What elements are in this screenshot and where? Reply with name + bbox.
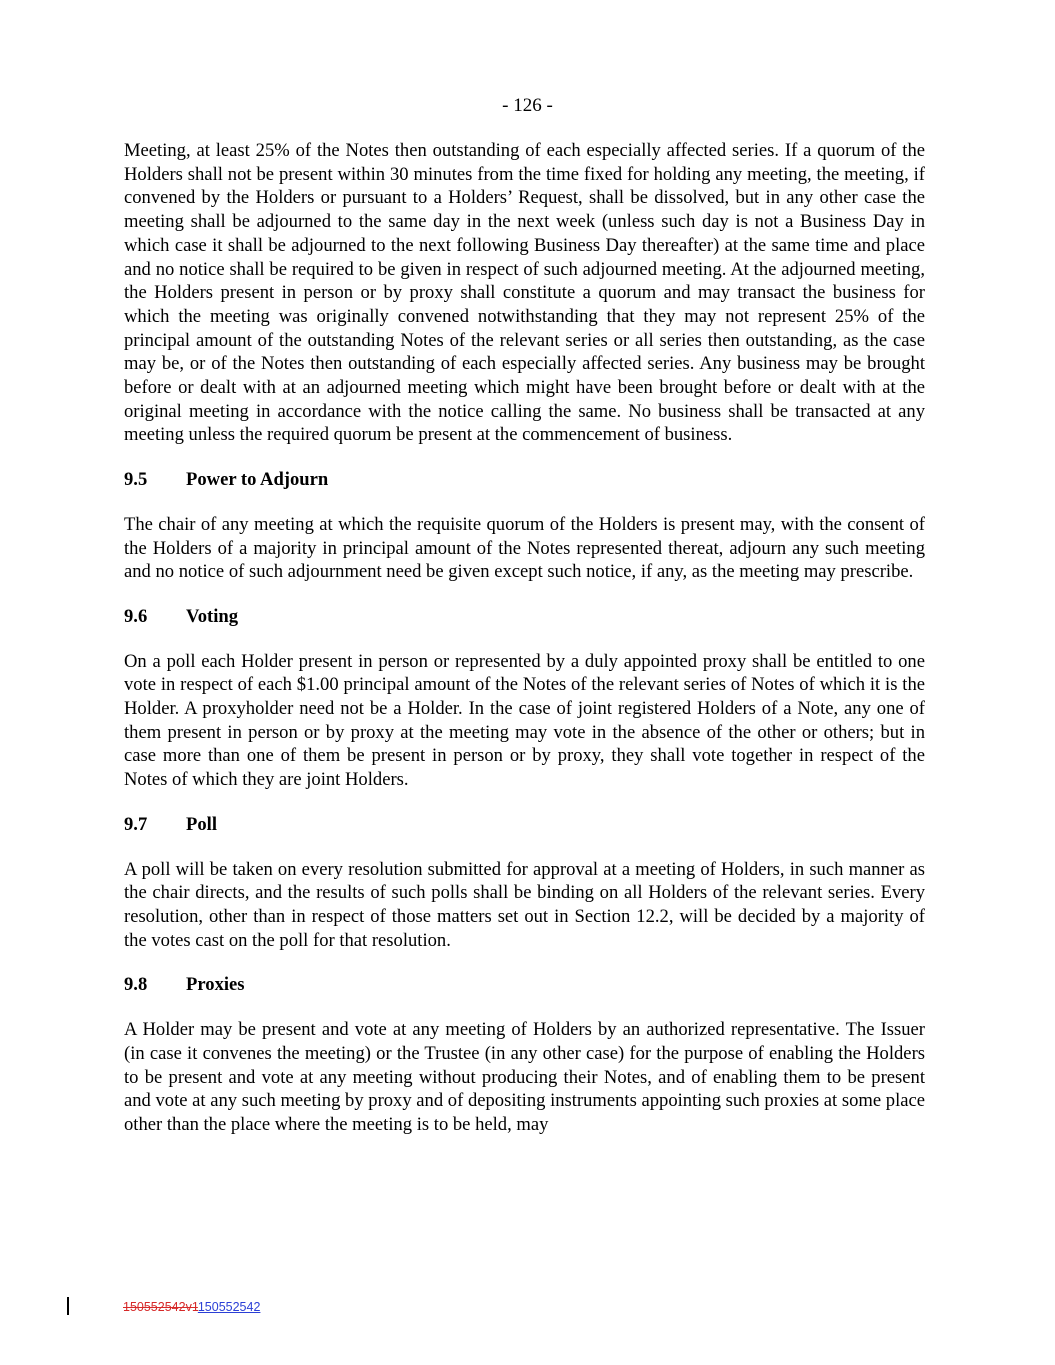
section-title: Proxies — [186, 974, 245, 996]
section-heading-9-8 — [124, 973, 925, 997]
document-id — [123, 1299, 260, 1315]
section-title: Voting — [186, 605, 239, 627]
section-body-9-6: On a poll each Holder present in person or represented by a duly appointed proxy shall be entitled to one vote in respect of each $1.00 principal amount of the Notes of the relevant series of Notes of which it is the Holder. A proxyholder need not be a Holder. In the case of joint registered Holders of a Note, any one of them present in person or by proxy at the meeting may vote in the absence of the other or others; but in case more than one of them be present in person or by proxy, they shall vote together in respect of the Notes of which they are joint Holders. — [124, 650, 925, 791]
section-body-9-7: A poll will be taken on every resolution submitted for approval at a meeting of Holders, in such manner as the chair directs, and the results of such polls shall be binding on all Holders of the relevant series. Every resolution, other than in respect of those matters set out in Section 12.2, will be decided by a majority of the votes cast on the poll for that resolution. — [124, 858, 925, 951]
page-number: - 126 - — [502, 95, 553, 116]
section-number: 9.5 — [124, 469, 148, 491]
section-number: 9.6 — [124, 605, 148, 627]
revision-change-bar — [67, 1297, 69, 1315]
section-title: Poll — [186, 813, 217, 835]
section-heading-9-7 — [124, 813, 925, 837]
section-body-9-5: The chair of any meeting at which the requisite quorum of the Holders is present may, with the consent of the Holders of a majority in principal amount of the Notes represented thereat, adjourn any such meeting and no notice of such adjournment need be given except such notice, if any, as the meeting may prescribe. — [124, 513, 925, 583]
section-title: Power to Adjourn — [186, 469, 329, 491]
section-heading-9-6 — [124, 605, 925, 629]
intro-paragraph: Meeting, at least 25% of the Notes then outstanding of each especially affected series. If a quorum of the Holders shall not be present within 30 minutes from the time fixed for holding any meeting, the meeting, if convened by the Holders or pursuant to a Holders’ Request, shall be dissolved, but in any other case the meeting shall be adjourned to the same day in the next week (unless such day is not a Business Day in which case it shall be adjourned to the next following Business Day thereafter) at the same time and place and no notice shall be required to be given in respect of such adjourned meeting. At the adjourned meeting, the Holders present in person or by proxy shall constitute a quorum and may transact the business for which the meeting was originally convened notwithstanding that they may not represent 25% of the principal amount of the outstanding Notes of the relevant series or all series then outstanding, as the case may be, or of the Notes then outstanding of each especially affected series. Any business may be brought before or dealt with at an adjourned meeting which might have been brought before or dealt with at the original meeting in accordance with the notice calling the same. No business shall be transacted at any meeting unless the required quorum be present at the commencement of business. — [124, 140, 925, 446]
document-body — [124, 139, 925, 1137]
section-number: 9.7 — [124, 813, 148, 835]
section-body-9-8: A Holder may be present and vote at any meeting of Holders by an authorized representative. The Issuer (in case it convenes the meeting) or the Trustee (in any other case) for the purpose of enabling the Holders to be present and vote at any meeting without producing their Notes, and of enabling them to be present and vote at any such meeting by proxy and of depositing instruments appointing such proxies at some place other than the place where the meeting is to be held, may — [124, 1019, 925, 1135]
deleted-document-id: 150552542v1 — [123, 1300, 198, 1314]
section-number: 9.8 — [124, 974, 148, 996]
section-heading-9-5 — [124, 468, 925, 492]
inserted-document-id: 150552542 — [197, 1300, 261, 1314]
